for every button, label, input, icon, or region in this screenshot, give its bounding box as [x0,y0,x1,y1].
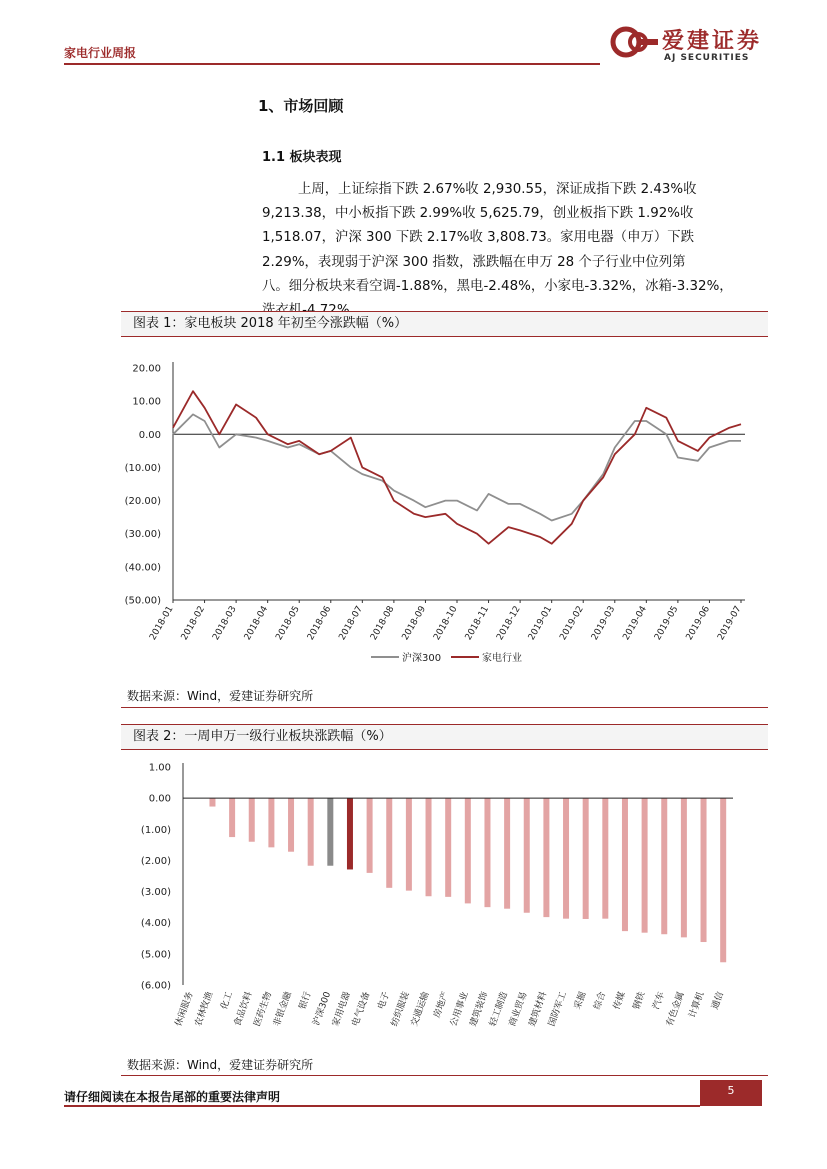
y-tick-label: 0.00 [138,429,161,441]
y-tick-label: (4.00) [140,918,171,930]
logo-chinese-name: 爱建证券 [662,29,763,54]
market-review-paragraph [262,178,774,323]
y-tick-label: (20.00) [124,496,161,508]
bar [602,798,608,919]
x-category-label: 国防军工 [547,990,569,1028]
bar [661,798,667,934]
bar [288,798,294,852]
legend-label: 沪深300 [402,653,442,664]
x-category-label: 钢铁 [631,990,648,1011]
bar [543,798,549,917]
bar [445,798,451,897]
x-tick-label: 2019-05 [653,604,681,643]
x-category-label: 交通运输 [409,990,432,1028]
x-tick-label: 2019-06 [684,604,713,643]
bar [406,798,412,890]
legend-label: 家电行业 [482,653,522,664]
x-category-label: 家用电器 [331,990,353,1028]
x-category-label: 采掘 [572,990,589,1011]
x-category-label: 房地产 [432,990,451,1020]
y-tick-label: (30.00) [124,529,161,541]
y-tick-label: (10.00) [124,462,161,474]
bar [386,798,392,888]
bar [720,798,726,962]
x-tick-label: 2018-05 [274,604,302,643]
bar [327,798,333,866]
report-type-label: 家电行业周报 [64,46,137,60]
x-category-label: 综合 [592,990,609,1011]
y-tick-label: 20.00 [132,363,161,375]
x-tick-label: 2018-06 [305,604,334,643]
x-category-label: 电气设备 [350,990,373,1028]
x-category-label: 医药生物 [252,990,275,1028]
x-category-label: 建筑材料 [527,990,550,1028]
x-category-label: 化工 [219,990,235,1011]
x-tick-label: 2019-07 [716,604,744,643]
figure2-caption-text: 图表 2：一周申万一级行业板块涨跌幅（%） [133,729,392,744]
bar [642,798,648,933]
y-tick-label: 1.00 [148,762,171,774]
x-category-label: 农林牧渔 [193,990,216,1028]
logo-mark-icon [608,22,660,62]
figure1-caption [121,311,768,337]
x-category-label: 传媒 [612,990,628,1011]
x-category-label: 公用事业 [448,990,471,1028]
x-category-label: 沪深300 [311,990,334,1028]
x-tick-label: 2018-11 [463,604,492,643]
bar [308,798,314,866]
figure1-source-divider [121,707,768,708]
bar-chart-weekly-sectors [121,755,768,1050]
bar [465,798,471,903]
x-category-label: 休闲服务 [173,990,196,1028]
line-chart-ytd [121,350,768,680]
x-tick-label: 2019-03 [589,604,618,643]
x-tick-label: 2018-02 [179,604,208,643]
x-category-label: 有色金属 [664,990,687,1028]
y-tick-label: (50.00) [124,595,161,607]
x-tick-label: 2018-09 [400,604,429,643]
bar [426,798,432,896]
x-category-label: 轻工制造 [488,990,510,1028]
bar [367,798,373,873]
header-divider [64,63,600,65]
figure2-caption [121,724,768,750]
legal-disclaimer: 请仔细阅读在本报告尾部的重要法律声明 [64,1090,281,1104]
x-tick-label: 2019-02 [558,604,586,643]
bar [563,798,569,919]
bar [229,798,235,837]
x-tick-label: 2018-01 [148,604,176,643]
bar [622,798,628,931]
x-category-label: 汽车 [651,990,668,1011]
y-tick-label: (1.00) [140,824,171,836]
paragraph-line: 八。细分板块来看空调-1.88%，黑电-2.48%，小家电-3.32%，冰箱-3.32%， [262,278,733,294]
bar [249,798,255,842]
x-category-label: 纺织服装 [389,990,412,1028]
figure2-source: 数据来源：Wind，爱建证券研究所 [127,1058,314,1072]
y-tick-label: (40.00) [124,562,161,574]
bar [681,798,687,937]
y-tick-label: 0.00 [148,793,171,805]
figure1-source: 数据来源：Wind，爱建证券研究所 [127,689,314,703]
x-category-label: 通信 [710,990,726,1011]
page-number: 5 [700,1080,762,1106]
x-category-label: 银行 [297,990,314,1011]
y-tick-label: (6.00) [140,980,171,992]
x-tick-label: 2018-07 [337,604,365,643]
x-tick-label: 2018-12 [495,604,523,643]
x-tick-label: 2018-10 [432,604,460,643]
series-line-hs300 [173,414,741,520]
figure2-source-divider [121,1075,768,1076]
y-tick-label: (3.00) [140,887,171,899]
paragraph-line: 9,213.38，中小板指下跌 2.99%收 5,625.79，创业板指下跌 1.92%收 [262,206,694,222]
paragraph-line: 1,518.07，沪深 300 下跌 2.17%收 3,808.73。家用电器（申万）下跌 [262,230,695,246]
logo-english-name: AJ SECURITIES [664,53,750,63]
bar [583,798,589,919]
x-category-label: 食品饮料 [232,990,255,1028]
paragraph-line: 上周，上证综指下跌 2.67%收 2,930.55，深证成指下跌 2.43%收 [298,182,697,197]
x-tick-label: 2018-08 [369,604,397,643]
bar [268,798,274,847]
y-tick-label: (5.00) [140,949,171,961]
figure1-caption-text: 图表 1：家电板块 2018 年初至今涨跌幅（%） [133,316,408,331]
footer-divider [64,1105,700,1107]
x-tick-label: 2018-03 [211,604,239,643]
bar [484,798,490,907]
x-category-label: 商业贸易 [507,990,530,1028]
x-category-label: 建筑装饰 [468,990,491,1028]
bar [209,798,215,806]
x-tick-label: 2019-01 [526,604,555,643]
x-category-label: 非银金融 [272,990,294,1028]
bar [347,798,353,869]
x-category-label: 计算机 [687,990,707,1020]
y-tick-label: 10.00 [132,396,161,408]
series-line-appliance [173,391,741,544]
company-logo [608,22,778,66]
x-tick-label: 2018-04 [242,604,271,643]
subsection-title: 1.1 板块表现 [262,150,342,165]
x-category-label: 电子 [376,990,393,1011]
x-tick-label: 2019-04 [621,604,649,643]
paragraph-line: 2.29%，表现弱于沪深 300 指数，涨跌幅在申万 28 个子行业中位列第 [262,254,686,270]
section-title: 1、市场回顾 [258,97,344,115]
bar [504,798,510,909]
y-tick-label: (2.00) [140,855,171,867]
bar [524,798,530,913]
bar [701,798,707,942]
